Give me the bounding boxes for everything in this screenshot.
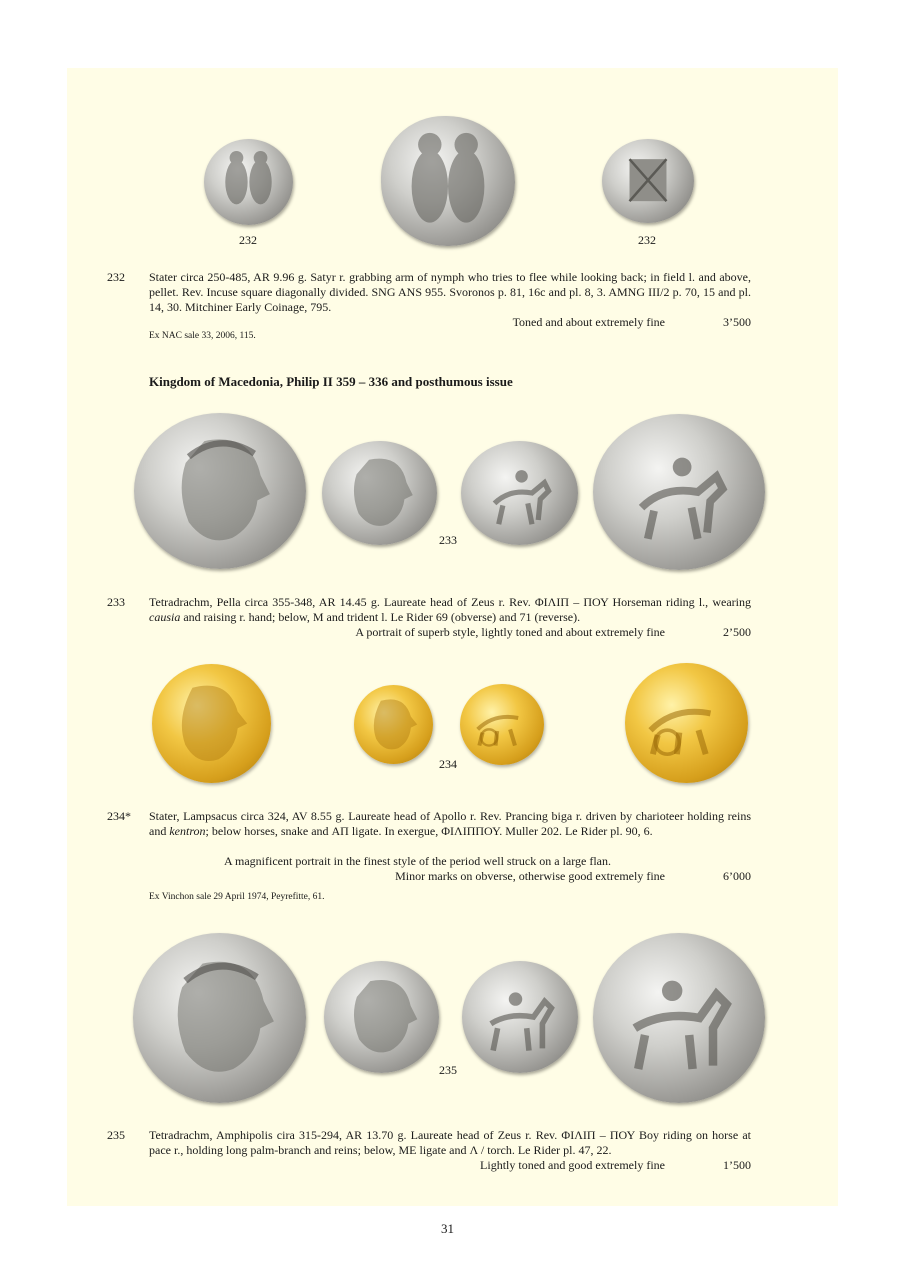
lot-234-price: 6’000	[723, 869, 751, 883]
coin-234-obverse-large	[152, 664, 271, 783]
coin-233-reverse-large	[593, 414, 765, 570]
coin-234-reverse-small	[460, 684, 544, 765]
coin-233-reverse-small	[461, 441, 578, 545]
lot-232-provenance: Ex NAC sale 33, 2006, 115.	[149, 331, 256, 341]
lot-233-desc-part-3: and raising r. hand; below, M and trident l. Le Rider 69 (obverse) and 71 (reverse).	[180, 610, 581, 624]
lot-233-price: 2’500	[723, 625, 751, 639]
lot-233-number: 233	[107, 595, 125, 609]
coin-235-reverse-large	[593, 933, 765, 1103]
lot-234-number: 234*	[107, 809, 131, 823]
lot-234-desc-part-1: Stater, Lampsacus circa 324, AV 8.55 g. Laureate head of Apollo r. Rev. Prancing biga r. driven by charioteer holding reins and	[149, 809, 751, 838]
lot-235-grade: Lightly toned and good extremely fine	[480, 1158, 665, 1172]
lot-234-grade: Minor marks on obverse, otherwise good extremely fine	[395, 869, 665, 883]
lot-232-grade: Toned and about extremely fine	[512, 315, 665, 329]
coin-235-reverse-small	[462, 961, 578, 1073]
lot-234-description	[149, 809, 751, 839]
lot-233-desc-italic: causia	[149, 610, 181, 624]
coin-234-obverse-small	[354, 685, 433, 764]
coin-235-obverse-small	[324, 961, 439, 1073]
lot-234-image-label: 234	[439, 757, 457, 771]
coin-234-reverse-large	[625, 663, 748, 783]
lot-232-price: 3’500	[723, 315, 751, 329]
coin-233-obverse-small	[322, 441, 437, 545]
coin-235-obverse-large	[133, 933, 306, 1103]
section-heading: Kingdom of Macedonia, Philip II 359 – 336 and posthumous issue	[149, 374, 513, 389]
lot-235-number: 235	[107, 1128, 125, 1142]
lot-234-note: A magnificent portrait in the finest style of the period well struck on a large flan.	[224, 854, 611, 868]
lot-233-image-label: 233	[439, 533, 457, 547]
coin-233-obverse-large	[134, 413, 306, 569]
lot-233-desc-part-1: Tetradrachm, Pella circa 355-348, AR 14.45 g. Laureate head of Zeus r. Rev. ΦΙΛΙΠ – ΠΟΥ Horseman riding l., wearing	[149, 595, 751, 609]
lot-234-provenance: Ex Vinchon sale 29 April 1974, Peyrefitte, 61.	[149, 892, 325, 902]
coin-232-obverse-small	[204, 139, 293, 225]
lot-233-description	[149, 595, 751, 625]
lot-234-desc-part-3: ; below horses, snake and ΑΠ ligate. In exergue, ΦΙΛΙΠΠΟΥ. Muller 202. Le Rider pl. 90, 6.	[205, 824, 653, 838]
lot-232-image-label-1: 232	[239, 233, 257, 247]
lot-233-grade: A portrait of superb style, lightly toned and about extremely fine	[355, 625, 665, 639]
lot-235-price: 1’500	[723, 1158, 751, 1172]
coin-232-obverse-large	[381, 116, 515, 246]
lot-235-description: Tetradrachm, Amphipolis cira 315-294, AR 13.70 g. Laureate head of Zeus r. Rev. ΦΙΛΙΠ – ΠΟΥ Boy riding on horse at pace r., holding long palm-branch and reins; below, ΜΕ ligate and Λ / torch. Le Rider pl. 47, 22.	[149, 1128, 751, 1157]
lot-232-number: 232	[107, 270, 125, 284]
lot-232-image-label-2: 232	[638, 233, 656, 247]
lot-232-description: Stater circa 250-485, AR 9.96 g. Satyr r. grabbing arm of nymph who tries to flee while looking back; in field l. and above, pellet. Rev. Incuse square diagonally divided. SNG ANS 955. Svoronos p. 81, 16c and pl. 8, 3. AMNG III/2 p. 70, 15 and pl. 14, 30. Mitchiner Early Coinage, 795.	[149, 270, 751, 314]
page-number: 31	[441, 1221, 454, 1236]
lot-234-desc-italic: kentron	[169, 824, 206, 838]
lot-235-image-label: 235	[439, 1063, 457, 1077]
coin-232-reverse	[602, 139, 694, 223]
